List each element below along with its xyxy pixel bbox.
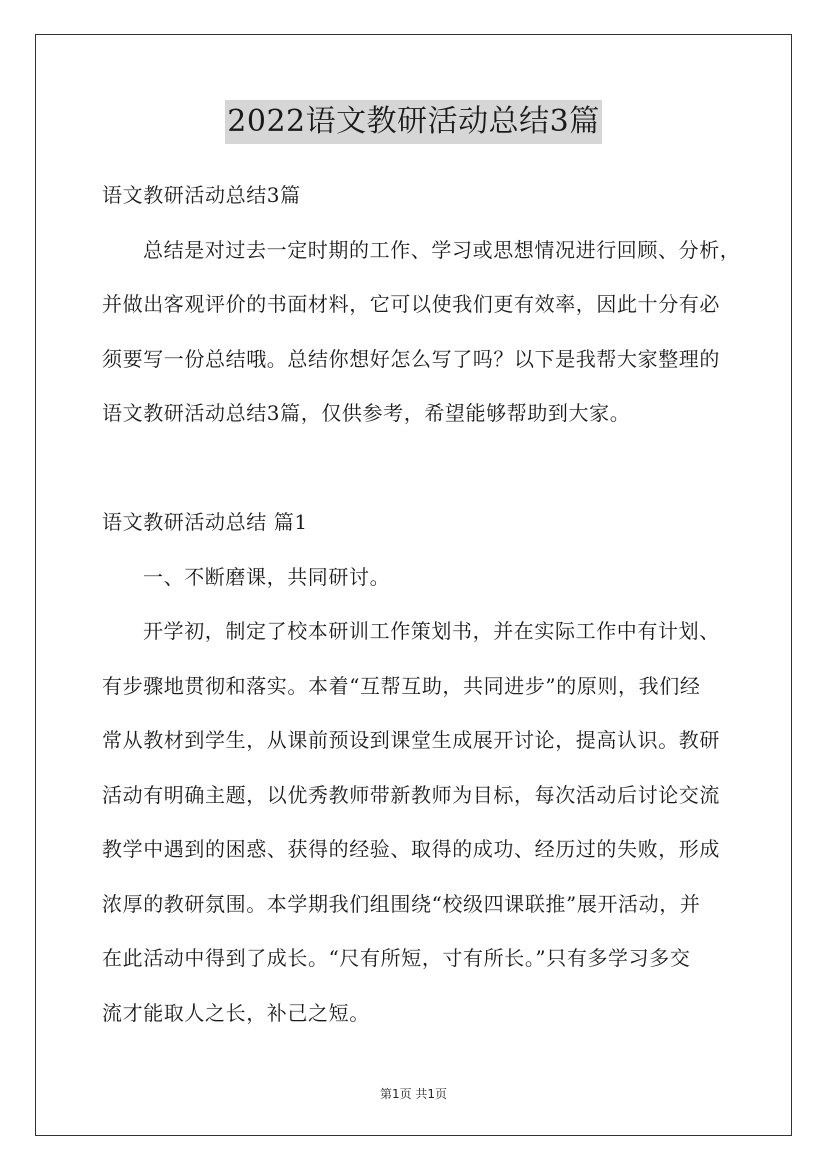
- body-line: 有步骤地贯彻和落实。本着“互帮互助，共同进步”的原则，我们经: [102, 673, 701, 698]
- document-body: [102, 168, 742, 1040]
- body-line: 常从教材到学生，从课前预设到课堂生成展开讨论，提高认识。教研: [102, 728, 720, 752]
- page-number: 第1页 共1页: [379, 1087, 448, 1101]
- intro-line: 并做出客观评价的书面材料，它可以使我们更有效率，因此十分有必: [102, 292, 720, 316]
- intro-line: 总结是对过去一定时期的工作、学习或思想情况进行回顾、分析，: [143, 237, 741, 262]
- section-heading: 语文教研活动总结 篇1: [102, 510, 308, 534]
- page-footer: [0, 1085, 827, 1102]
- paragraph-gap: [102, 441, 742, 496]
- intro-line: 须要写一份总结哦。总结你想好怎么写了吗？以下是我帮大家整理的: [102, 346, 720, 371]
- body-line: 流才能取人之长，补己之短。: [102, 1000, 370, 1025]
- document-title-text: 2022语文教研活动总结3篇: [225, 100, 601, 144]
- intro-line: 语文教研活动总结3篇，仅供参考，希望能够帮助到大家。: [102, 401, 631, 425]
- body-line: 活动有明确主题，以优秀教师带新教师为目标，每次活动后讨论交流: [102, 782, 720, 807]
- body-line: 浓厚的教研氛围。本学期我们组围绕“校级四课联推”展开活动，并: [102, 891, 701, 916]
- body-line: 开学初，制定了校本研训工作策划书，并在实际工作中有计划、: [143, 619, 720, 643]
- point-heading: 一、不断磨课，共同研讨。: [143, 564, 391, 589]
- document-subtitle: 语文教研活动总结3篇: [102, 183, 301, 207]
- document-title: [0, 100, 827, 144]
- body-line: 教学中遇到的困惑、获得的经验、取得的成功、经历过的失败，形成: [102, 837, 720, 861]
- body-line: 在此活动中得到了成长。“尺有所短，寸有所长。”只有多学习多交: [102, 946, 691, 970]
